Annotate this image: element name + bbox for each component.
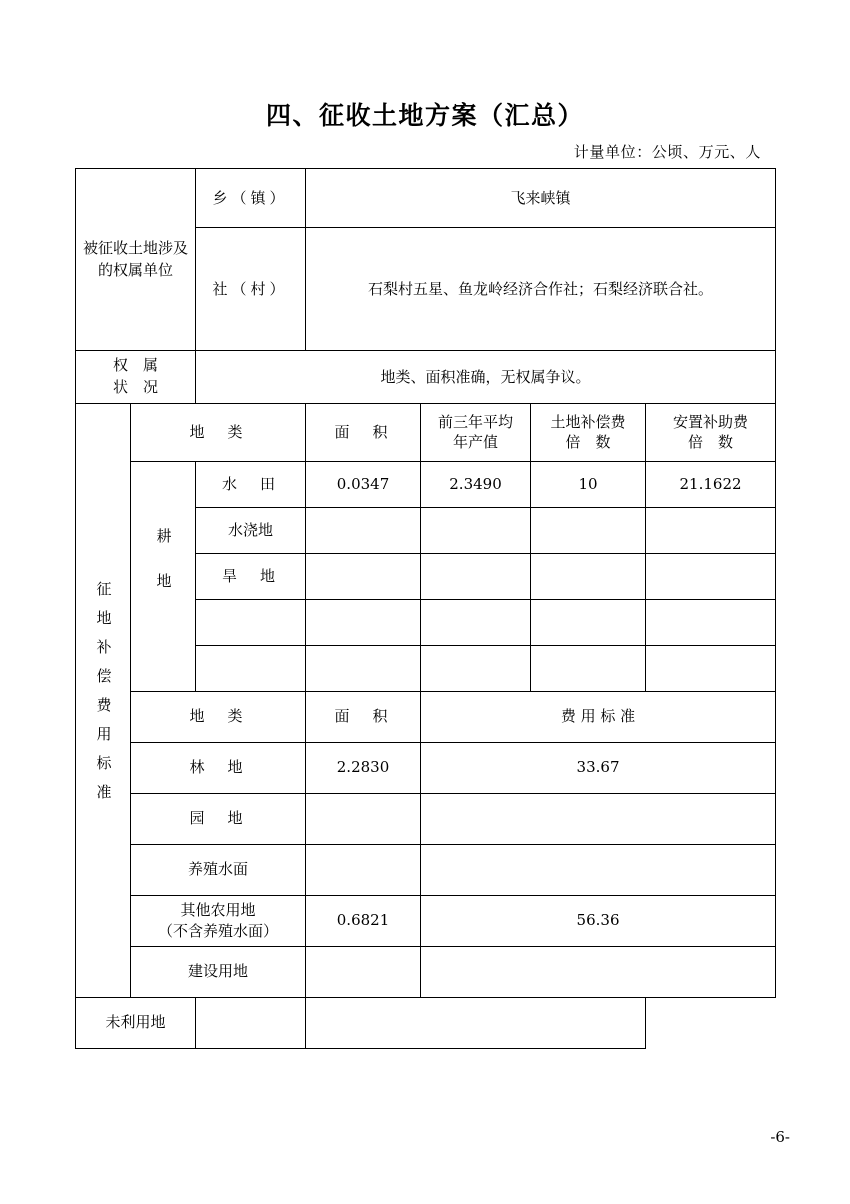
row-fee-standard [421, 946, 776, 997]
table-row-unused-land [76, 997, 776, 1048]
compensation-side-label: 征地补偿费用标准 [76, 403, 131, 997]
township-label: 乡（镇） [196, 169, 306, 228]
row-land-type-line2: （不含养殖水面） [158, 921, 279, 940]
row-land-type: 水 田 [196, 461, 306, 507]
row-land-comp-multiple [531, 553, 646, 599]
row-resettle-multiple [646, 645, 776, 691]
table-row-other-agricultural-land [76, 895, 776, 946]
row-fee-standard [306, 997, 646, 1048]
row-land-comp-multiple [531, 645, 646, 691]
header-land-type-lower: 地 类 [131, 691, 306, 742]
header-fee-standard: 费 用 标 准 [421, 691, 776, 742]
row-fee-standard: 33.67 [421, 742, 776, 793]
row-land-type: 养殖水面 [131, 844, 306, 895]
table-header-row-lower [76, 691, 776, 742]
header-resettlement-subsidy-multiple: 安置补助费 倍 数 [646, 403, 776, 461]
table-row-aquaculture-water [76, 844, 776, 895]
cultivated-land-group-label: 耕地 [131, 461, 196, 691]
header-land-type-upper: 地 类 [131, 403, 306, 461]
header-avg-annual-yield: 前三年平均 年产值 [421, 403, 531, 461]
row-land-type: 未利用地 [76, 997, 196, 1048]
page-number: -6- [770, 1128, 790, 1146]
row-area [306, 793, 421, 844]
ownership-status-label-line1: 权 属 [113, 356, 159, 374]
row-land-type: 水浇地 [196, 507, 306, 553]
table-row-ownership-status [76, 351, 776, 404]
ownership-status-label [76, 351, 196, 404]
table-row-garden-land [76, 793, 776, 844]
row-fee-standard [421, 793, 776, 844]
ownership-status-value: 地类、面积准确，无权属争议。 [196, 351, 776, 404]
row-area: 2.2830 [306, 742, 421, 793]
row-avg-yield [421, 645, 531, 691]
measurement-unit-note: 计量单位：公顷、万元、人 [573, 143, 761, 161]
row-land-type: 建设用地 [131, 946, 306, 997]
row-area [306, 844, 421, 895]
row-area: 0.0347 [306, 461, 421, 507]
table-header-row-upper [76, 403, 776, 461]
row-area [306, 599, 421, 645]
row-land-type [196, 645, 306, 691]
row-land-comp-multiple: 10 [531, 461, 646, 507]
page-title: 四、征收土地方案（汇总） [265, 101, 584, 130]
row-area [306, 553, 421, 599]
row-land-type [131, 895, 306, 946]
land-acquisition-table [75, 168, 776, 1049]
header-area-upper: 面 积 [306, 403, 421, 461]
row-resettle-multiple [646, 599, 776, 645]
row-land-type-line1: 其他农用地 [180, 901, 256, 920]
row-resettle-multiple [646, 507, 776, 553]
row-resettle-multiple [646, 553, 776, 599]
row-fee-standard [421, 844, 776, 895]
row-area [196, 997, 306, 1048]
row-avg-yield: 2.3490 [421, 461, 531, 507]
row-avg-yield [421, 507, 531, 553]
row-land-comp-multiple [531, 599, 646, 645]
row-land-type: 园 地 [131, 793, 306, 844]
township-value: 飞来峡镇 [306, 169, 776, 228]
row-land-comp-multiple [531, 507, 646, 553]
ownership-units-label: 被征收土地涉及的权属单位 [76, 169, 196, 351]
row-area [306, 645, 421, 691]
header-land-compensation-multiple: 土地补偿费 倍 数 [531, 403, 646, 461]
table-row-forest-land [76, 742, 776, 793]
row-area: 0.6821 [306, 895, 421, 946]
table-row-township [76, 169, 776, 228]
row-area [306, 946, 421, 997]
row-avg-yield [421, 599, 531, 645]
row-land-type: 林 地 [131, 742, 306, 793]
row-land-type: 旱 地 [196, 553, 306, 599]
village-value: 石梨村五星、鱼龙岭经济合作社；石梨经济联合社。 [306, 228, 776, 351]
row-fee-standard: 56.36 [421, 895, 776, 946]
ownership-status-label-line2: 状 况 [113, 377, 159, 396]
header-area-lower: 面 积 [306, 691, 421, 742]
table-row-construction-land [76, 946, 776, 997]
row-area [306, 507, 421, 553]
row-resettle-multiple: 21.1622 [646, 461, 776, 507]
table-row-paddy-field [76, 461, 776, 507]
village-label: 社（村） [196, 228, 306, 351]
row-avg-yield [421, 553, 531, 599]
land-acquisition-table-wrapper [75, 168, 775, 1040]
row-land-type [196, 599, 306, 645]
